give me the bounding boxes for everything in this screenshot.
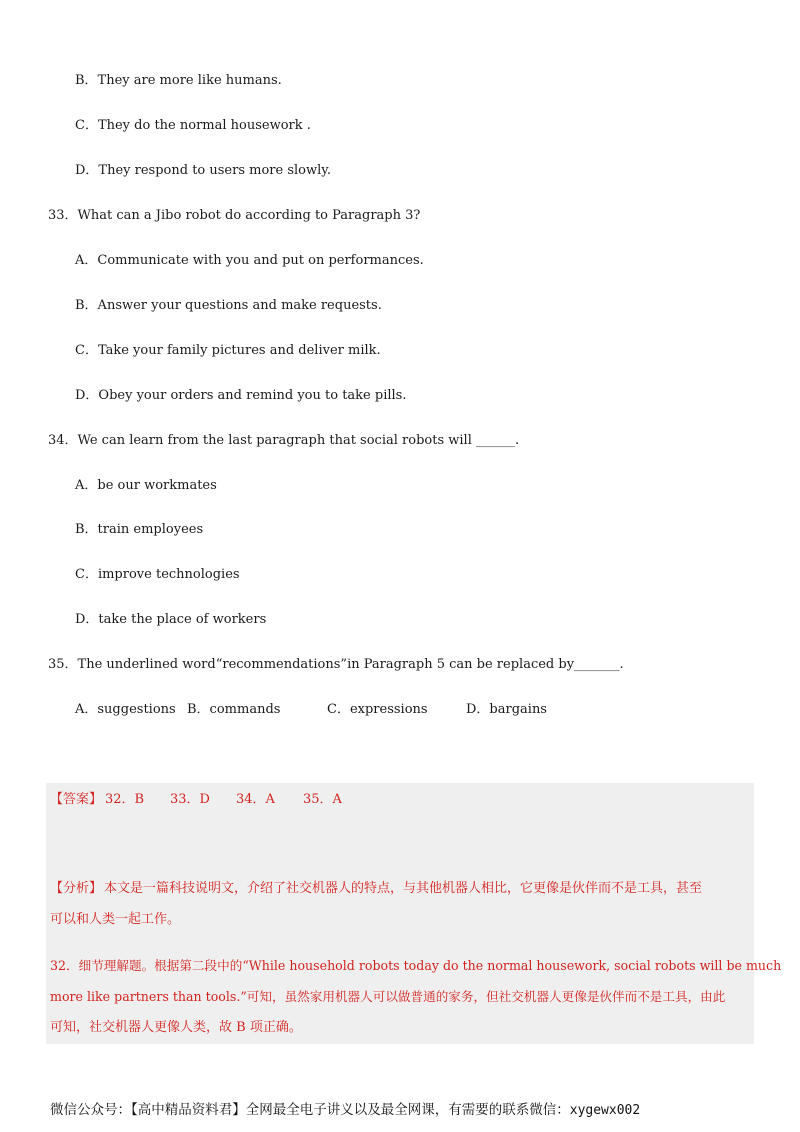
q35-option-d: D．bargains	[466, 702, 547, 717]
analysis-line-2: 可以和人类一起工作。	[50, 912, 181, 927]
analysis-line-1: 本文是一篇科技说明文，介绍了社交机器人的特点，与其他机器人相比，它更像是伙伴而不是工具，甚至	[104, 881, 703, 896]
explanation-line-2: more like partners than tools.”可知，虽然家用机器人可以做普通的家务，但社交机器人更像是伙伴而不是工具，由此	[50, 989, 726, 1004]
footer-text: 微信公众号：【高中精品资料君】全网最全电子讲义以及最全网课，有需要的联系微信：	[50, 1102, 570, 1118]
answer-item: 33．D	[170, 792, 210, 807]
explanation-line-1: 32．细节理解题。根据第二段中的“While household robots today do the normal housework, social robots will be much	[50, 958, 782, 973]
q33-option-a: A．Communicate with you and put on performances.	[75, 253, 424, 268]
q32-option-d: D．They respond to users more slowly.	[75, 163, 332, 178]
footer-wechat-id: xygewx002	[569, 1103, 641, 1118]
q32-option-b: B．They are more like humans.	[75, 73, 282, 88]
answer-item: 34．A	[236, 792, 275, 807]
q33-option-c: C．Take your family pictures and deliver milk.	[75, 343, 381, 358]
q34-option-a: A．be our workmates	[75, 478, 217, 493]
answer-item: 35．A	[303, 792, 342, 807]
answer-item: 32．B	[105, 792, 145, 807]
q33-option-b: B．Answer your questions and make requests.	[75, 298, 382, 313]
q34-stem: 34．We can learn from the last paragraph that social robots will ______.	[48, 433, 520, 448]
q34-option-b: B．train employees	[75, 522, 204, 537]
q35-option-a: A．suggestions	[75, 702, 176, 717]
q32-option-c: C．They do the normal housework .	[75, 118, 311, 133]
q33-option-d: D．Obey your orders and remind you to take pills.	[75, 388, 407, 403]
q33-stem: 33．What can a Jibo robot do according to Paragraph 3?	[48, 208, 421, 223]
footer-promo	[50, 1098, 640, 1118]
answer-tag: 【答案】	[50, 792, 103, 807]
q35-option-b: B．commands	[187, 702, 281, 717]
q35-option-c: C．expressions	[327, 702, 428, 717]
q34-option-d: D．take the place of workers	[75, 612, 267, 627]
analysis-tag: 【分析】	[50, 881, 103, 896]
q34-option-c: C．improve technologies	[75, 567, 240, 582]
explanation-line-3: 可知，社交机器人更像人类，故 B 项正确。	[50, 1020, 302, 1035]
q35-stem: 35．The underlined word“recommendations”in Paragraph 5 can be replaced by_______.	[48, 657, 624, 672]
